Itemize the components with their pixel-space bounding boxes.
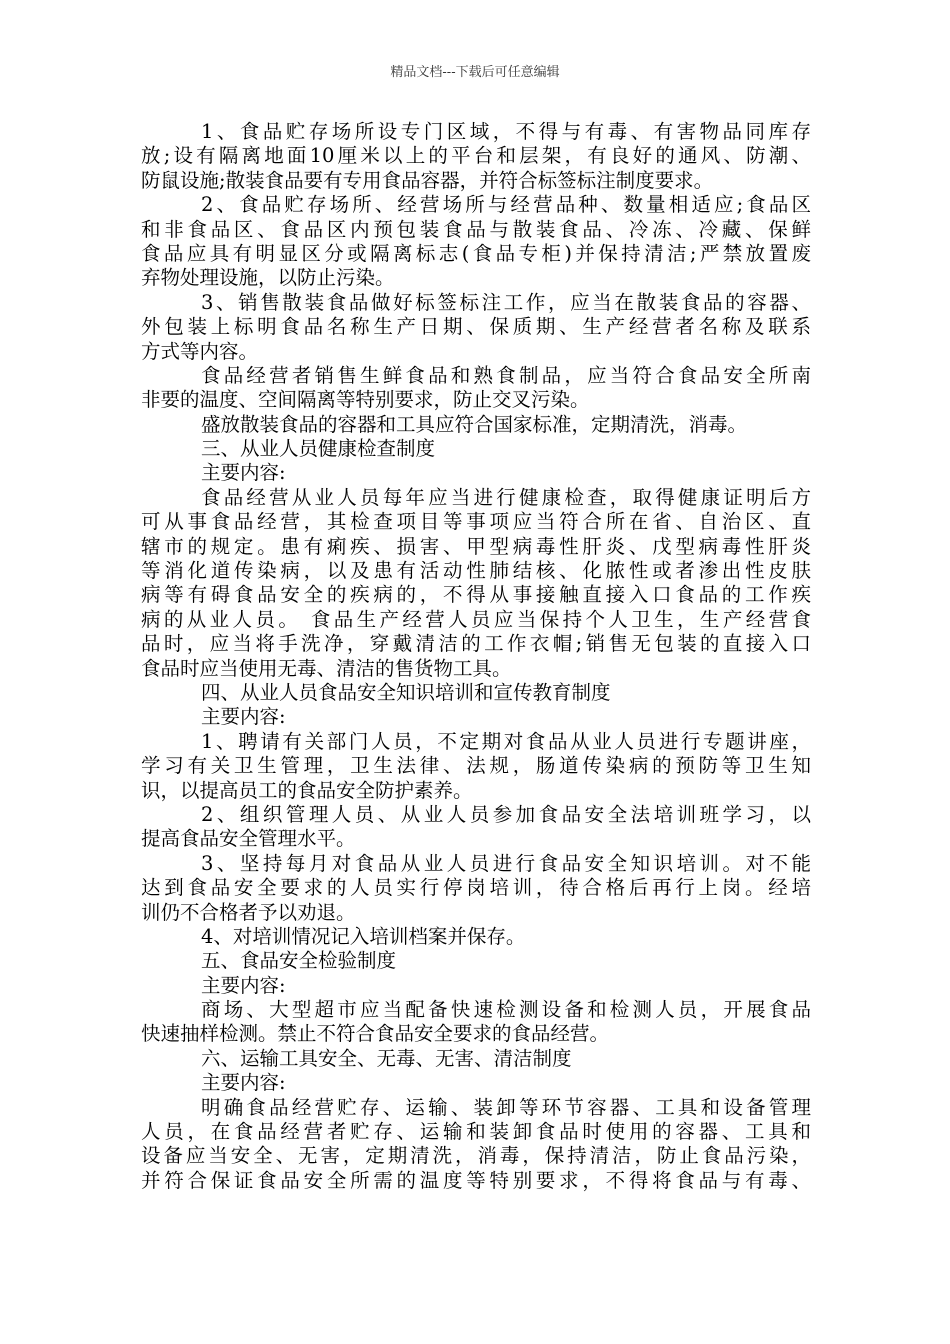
text-line: 辖市的规定。患有痢疾、损害、甲型病毒性肝炎、戊型病毒性肝炎 (141, 534, 811, 558)
text-line: 设备应当安全、无害，定期清洗，消毒，保持清洁，防止食品污染， (141, 1144, 811, 1168)
text-line: 3、坚持每月对食品从业人员进行食品安全知识培训。对不能 (201, 851, 811, 875)
text-line: 快速抽样检测。禁止不符合食品安全要求的食品经营。 (141, 1022, 610, 1046)
text-line: 食品经营从业人员每年应当进行健康检查，取得健康证明后方 (201, 485, 811, 509)
text-line: 2、组织管理人员、从业人员参加食品安全法培训班学习，以 (201, 802, 811, 826)
text-line: 和非食品区、食品区内预包装食品与散装食品、冷冻、冷藏、保鲜 (141, 217, 811, 241)
text-line: 弃物处理设施，以防止污染。 (141, 266, 395, 290)
text-line: 食品应具有明显区分或隔离标志(食品专柜)并保持清洁;严禁放置废 (141, 241, 811, 265)
text-line: 可从事食品经营，其检查项目等事项应当符合所在省、自治区、直 (141, 510, 811, 534)
text-line: 食品时应当使用无毒、清洁的售货物工具。 (141, 656, 512, 680)
text-line: 食品经营者销售生鲜食品和熟食制品，应当符合食品安全所南 (201, 363, 811, 387)
text-line: 人员，在食品经营者贮存、运输和装卸食品时使用的容器、工具和 (141, 1120, 811, 1144)
text-line: 病的从业人员。 食品生产经营人员应当保持个人卫生，生产经营食 (141, 607, 811, 631)
text-line: 非要的温度、空间隔离等特别要求，防止交叉污染。 (141, 388, 590, 412)
text-line: 放;设有隔离地面10厘米以上的平台和层架，有良好的通风、防潮、 (141, 144, 811, 168)
text-line: 并符合保证食品安全所需的温度等特别要求，不得将食品与有毒、 (141, 1168, 811, 1192)
text-line: 提高食品安全管理水平。 (141, 827, 356, 851)
text-line: 盛放散装食品的容器和工具应符合国家标准，定期清洗，消毒。 (201, 412, 748, 436)
text-line: 1、食品贮存场所设专门区域，不得与有毒、有害物品同库存 (201, 120, 811, 143)
text-line: 病等有碍食品安全的疾病的，不得从事接触直接入口食品的工作疾 (141, 583, 811, 607)
text-line: 2、食品贮存场所、经营场所与经营品种、数量相适应;食品区 (201, 193, 811, 217)
text-line: 商场、大型超市应当配备快速检测设备和检测人员，开展食品 (201, 998, 811, 1022)
section-heading-line: 主要内容: (201, 705, 286, 729)
section-heading-line: 主要内容: (201, 1071, 286, 1095)
text-line: 方式等内容。 (141, 339, 259, 363)
text-line: 明确食品经营贮存、运输、装卸等环节容器、工具和设备管理 (201, 1095, 811, 1119)
text-line: 等消化道传染病，以及患有活动性肺结核、化脓性或者渗出性皮肤 (141, 559, 811, 583)
text-line: 训仍不合格者予以劝退。 (141, 900, 356, 924)
section-heading-line: 三、从业人员健康检查制度 (201, 437, 436, 461)
section-heading-line: 主要内容: (201, 973, 286, 997)
section-heading-line: 四、从业人员食品安全知识培训和宣传教育制度 (201, 680, 611, 704)
section-heading-line: 六、运输工具安全、无毒、无害、清洁制度 (201, 1046, 572, 1070)
text-line: 学习有关卫生管理，卫生法律、法规，肠道传染病的预防等卫生知 (141, 754, 811, 778)
section-heading-line: 4、对培训情况记入培训档案并保存。 (201, 924, 526, 948)
text-line: 外包装上标明食品名称生产日期、保质期、生产经营者名称及联系 (141, 315, 811, 339)
text-line: 识，以提高员工的食品安全防护素养。 (141, 778, 473, 802)
text-line: 防鼠设施;散装食品要有专用食品容器，并符合标签标注制度要求。 (141, 168, 714, 192)
document-body (141, 120, 811, 1193)
section-heading-line: 主要内容: (201, 461, 286, 485)
page-header: 精品文档---下载后可任意编辑 (390, 65, 560, 80)
text-line: 达到食品安全要求的人员实行停岗培训，待合格后再行上岗。经培 (141, 876, 811, 900)
text-line: 品时，应当将手洗净，穿戴清洁的工作衣帽;销售无包装的直接入口 (141, 632, 811, 656)
section-heading-line: 五、食品安全检验制度 (201, 949, 397, 973)
text-line: 1、聘请有关部门人员，不定期对食品从业人员进行专题讲座， (201, 729, 811, 753)
text-line: 3、销售散装食品做好标签标注工作，应当在散装食品的容器、 (201, 290, 811, 314)
